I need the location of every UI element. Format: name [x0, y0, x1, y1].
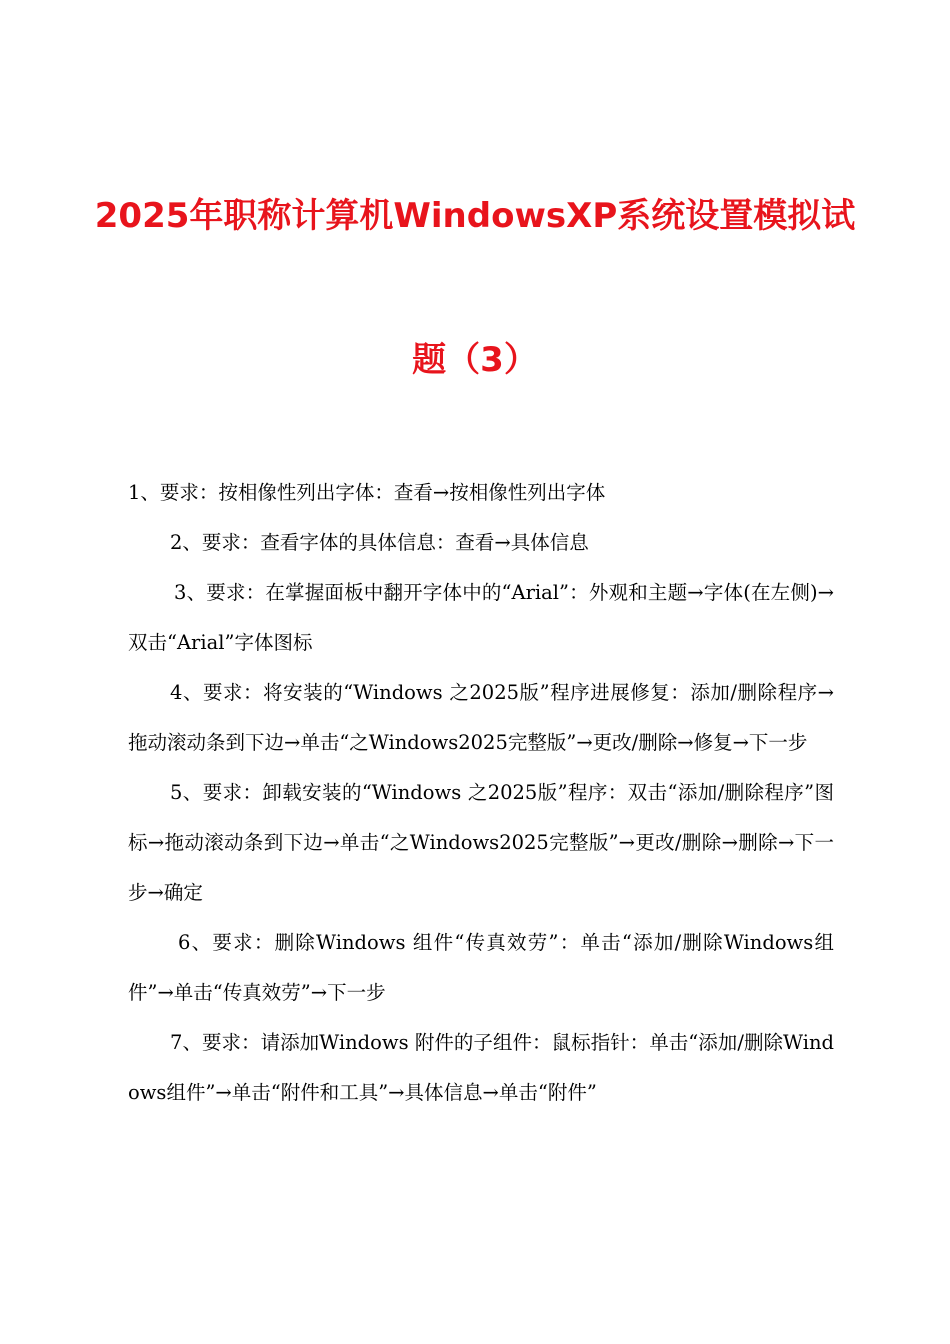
document-body — [128, 468, 834, 1118]
paragraph-7: 7、要求：请添加Windows 附件的子组件：鼠标指针：单击“添加/删除Windows组件”→单击“附件和工具”→具体信息→单击“附件” — [128, 1031, 834, 1104]
document-title-line-1: 2025年职称计算机WindowsXP系统设置模拟试 — [94, 196, 856, 236]
paragraph-2: 2、要求：查看字体的具体信息：查看→具体信息 — [170, 531, 589, 554]
paragraph-5: 5、要求：卸载安装的“Windows 之2025版”程序：双击“添加/删除程序”图标→拖动滚动条到下边→单击“之Windows2025完整版”→更改/删除→删除→下一步→确定 — [128, 781, 834, 904]
paragraph-1: 1、要求：按相像性列出字体：查看→按相像性列出字体 — [128, 481, 606, 504]
paragraph-4: 4、要求：将安装的“Windows 之2025版”程序进展修复：添加/删除程序→拖动滚动条到下边→单击“之Windows2025完整版”→更改/删除→修复→下一步 — [128, 681, 834, 754]
document-title-line-2: 题（3） — [412, 340, 538, 380]
paragraph-3: 3、要求：在掌握面板中翻开字体中的“Arial”：外观和主题→字体(在左侧)→双击“Arial”字体图标 — [128, 581, 834, 654]
paragraph-6: 6、要求：删除Windows 组件“传真效劳”：单击“添加/删除Windows组件”→单击“传真效劳”→下一步 — [128, 931, 834, 1004]
